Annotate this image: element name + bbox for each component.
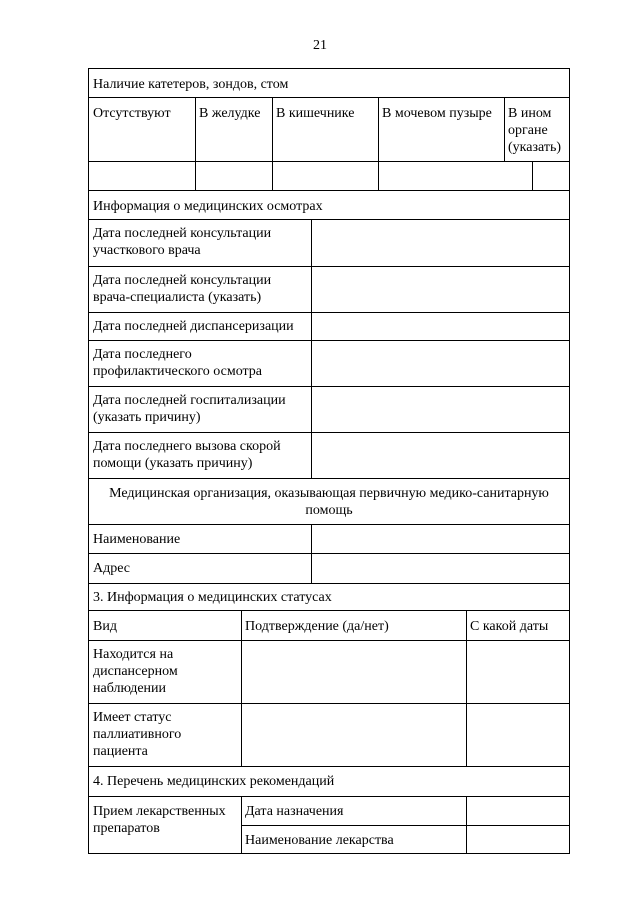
statuses-col-confirm: Подтверждение (да/нет) — [245, 619, 389, 634]
exam-label-district-doctor: Дата последней консультации участкового врача — [93, 226, 272, 258]
organization-name-value[interactable] — [312, 525, 569, 553]
exam-label-hospitalization: Дата последней госпитализации (указать причину) — [93, 393, 286, 425]
catheters-cell-intestine[interactable] — [273, 162, 378, 190]
medical-form-table — [88, 68, 570, 854]
catheters-col-none: Отсутствуют — [93, 106, 171, 121]
exam-value-preventive[interactable] — [312, 341, 569, 386]
recommendations-drug-name-value[interactable] — [467, 826, 569, 854]
exams-title: Информация о медицинских осмотрах — [93, 199, 323, 214]
exam-value-specialist[interactable] — [312, 267, 569, 312]
organization-address-value[interactable] — [312, 554, 569, 583]
status-palliative-since[interactable] — [467, 704, 569, 766]
status-label-palliative: Имеет статус паллиативного пациента — [93, 710, 182, 759]
catheters-title: Наличие катетеров, зондов, стом — [93, 77, 289, 92]
exam-label-preventive: Дата последнего профилактического осмотра — [93, 347, 263, 379]
catheters-col-other: В ином органе (указать) — [508, 106, 562, 155]
catheters-col-intestine: В кишечнике — [276, 106, 355, 121]
page-number: 21 — [313, 38, 327, 53]
organization-name-label: Наименование — [93, 532, 181, 547]
recommendations-date-value[interactable] — [467, 797, 569, 825]
organization-address-label: Адрес — [93, 561, 131, 576]
recommendations-date-label: Дата назначения — [245, 804, 344, 819]
exam-label-ambulance: Дата последнего вызова скорой помощи (указать причину) — [93, 439, 281, 471]
exam-value-hospitalization[interactable] — [312, 387, 569, 432]
recommendations-title: 4. Перечень медицинских рекомендаций — [93, 774, 335, 789]
statuses-title: 3. Информация о медицинских статусах — [93, 590, 332, 605]
catheters-cell-bladder[interactable] — [379, 162, 532, 190]
exam-value-ambulance[interactable] — [312, 433, 569, 478]
catheters-col-stomach: В желудке — [199, 106, 261, 121]
recommendations-drugs-label: Прием лекарственных препаратов — [93, 804, 226, 836]
status-dispensary-confirm[interactable] — [242, 641, 466, 703]
exam-label-dispensarization: Дата последней диспансеризации — [93, 319, 294, 334]
exam-label-specialist: Дата последней консультации врача-специалиста (указать) — [93, 273, 272, 305]
catheters-cell-other[interactable] — [533, 162, 569, 190]
status-dispensary-since[interactable] — [467, 641, 569, 703]
organization-title: Медицинская организация, оказывающая первичную медико-санитарную помощь — [109, 486, 549, 518]
status-palliative-confirm[interactable] — [242, 704, 466, 766]
statuses-col-since: С какой даты — [470, 619, 549, 634]
exam-value-dispensarization[interactable] — [312, 313, 569, 340]
recommendations-drug-name-label: Наименование лекарства — [245, 833, 394, 848]
catheters-col-bladder: В мочевом пузыре — [382, 106, 492, 121]
catheters-cell-stomach[interactable] — [196, 162, 272, 190]
catheters-cell-none[interactable] — [89, 162, 195, 190]
exam-value-district-doctor[interactable] — [312, 220, 569, 266]
statuses-col-kind: Вид — [93, 619, 117, 634]
status-label-dispensary: Находится на диспансерном наблюдении — [93, 647, 178, 696]
